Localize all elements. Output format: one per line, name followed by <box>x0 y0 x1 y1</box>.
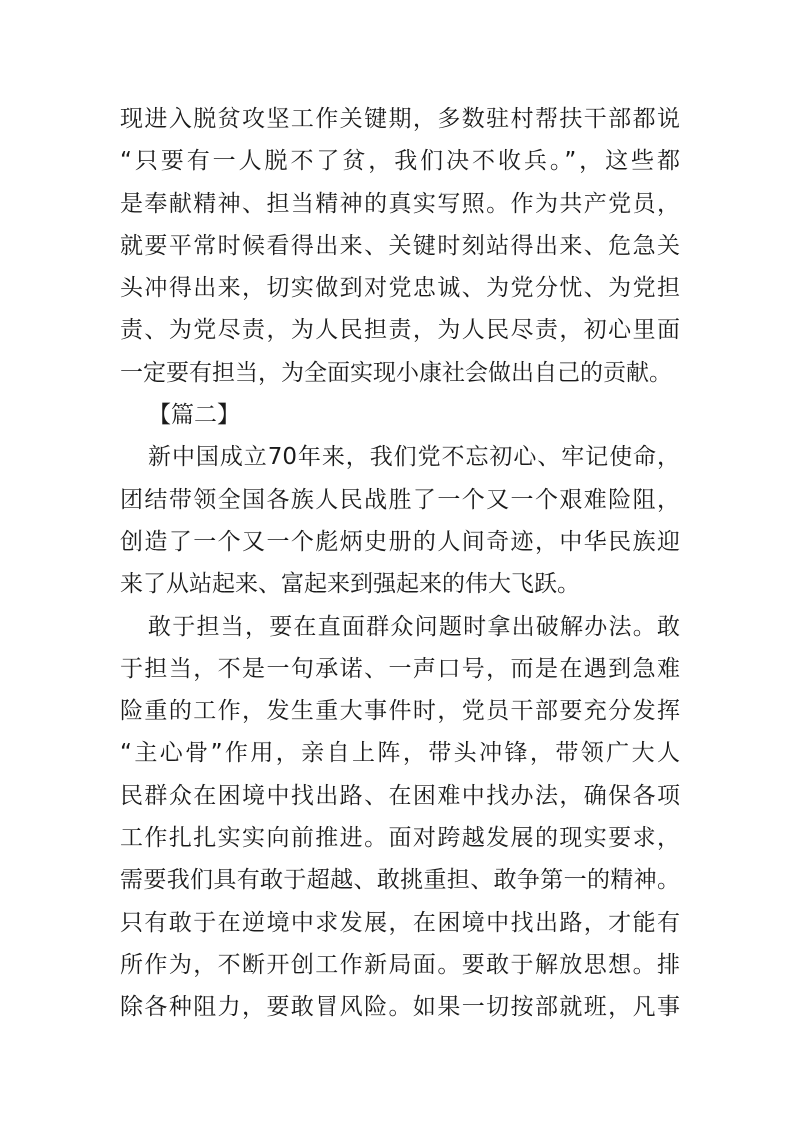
text-line: “主心骨”作用，亲自上阵，带头冲锋，带领广大人 <box>120 740 680 767</box>
text-line: 现进入脱贫攻坚工作关键期，多数驻村帮扶干部都说 <box>120 106 680 132</box>
section-heading: 【篇二】 <box>148 402 240 429</box>
text-line: 除各种阻力，要敢冒风险。如果一切按部就班，凡事 <box>120 994 680 1021</box>
text-line: 工作扎扎实实向前推进。面对跨越发展的现实要求， <box>120 825 680 852</box>
text-line: 来了从站起来、富起来到强起来的伟大飞跃。 <box>120 571 580 598</box>
text-line: 一定要有担当，为全面实现小康社会做出自己的贡献。 <box>120 359 672 386</box>
text-line: 就要平常时候看得出来、关键时刻站得出来、危急关 <box>120 232 680 259</box>
text-line: “只要有一人脱不了贫，我们决不收兵。”，这些都 <box>120 148 680 175</box>
text-line: 于担当，不是一句承诺、一声口号，而是在遇到急难 <box>120 655 680 682</box>
document-body <box>120 98 680 1029</box>
text-line: 团结带领全国各族人民战胜了一个又一个艰难险阻， <box>120 486 680 513</box>
text-line: 创造了一个又一个彪炳史册的人间奇迹，中华民族迎 <box>120 528 680 555</box>
text-line: 新中国成立70年来，我们党不忘初心、牢记使命， <box>148 444 680 471</box>
text-line: 责、为党尽责，为人民担责，为人民尽责，初心里面 <box>120 317 680 344</box>
text-line: 敢于担当，要在直面群众问题时拿出破解办法。敢 <box>148 613 680 640</box>
text-line: 民群众在困境中找出路、在困难中找办法，确保各项 <box>120 782 680 809</box>
text-line: 所作为，不断开创工作新局面。要敢于解放思想。排 <box>120 951 680 978</box>
text-line: 头冲得出来，切实做到对党忠诚、为党分忧、为党担 <box>120 275 680 302</box>
text-line: 险重的工作，发生重大事件时，党员干部要充分发挥 <box>120 698 680 725</box>
text-line: 只有敢于在逆境中求发展，在困境中找出路，才能有 <box>120 909 680 936</box>
text-line: 需要我们具有敢于超越、敢挑重担、敢争第一的精神。 <box>120 867 680 894</box>
text-line: 是奉献精神、担当精神的真实写照。作为共产党员， <box>120 190 680 217</box>
